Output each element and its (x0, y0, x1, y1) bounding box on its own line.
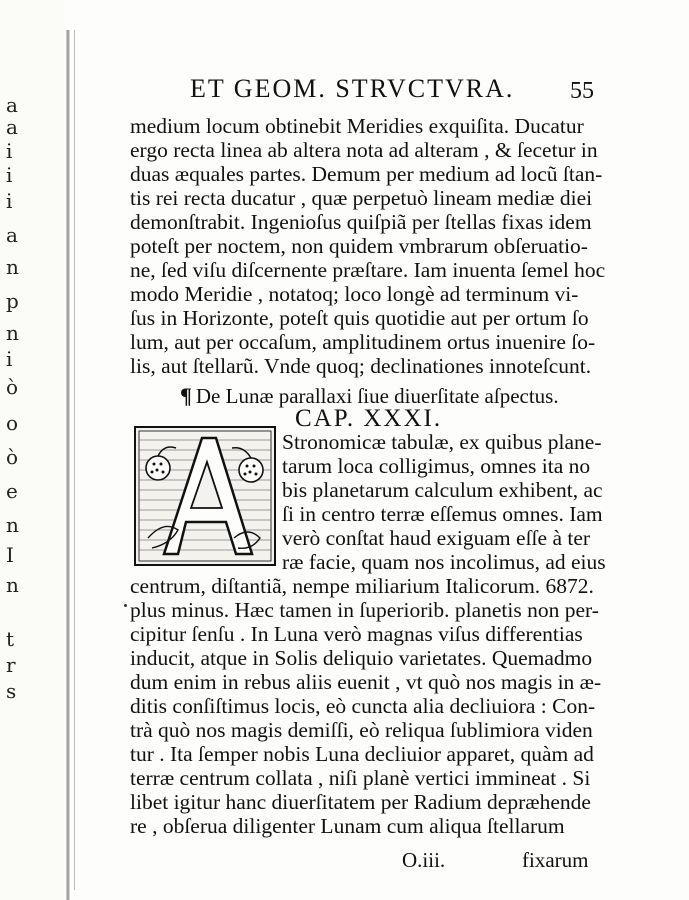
text-line: ſi in centro terræ eſſemus omnes. Iam (282, 502, 603, 526)
text-line: tur . Ita ſemper nobis Luna decliuior apparet, quàm ad (130, 742, 594, 766)
text-line: dum enim in rebus aliis euenit , vt quò nos magis in æ- (130, 670, 602, 694)
bleed-letter: i (6, 347, 13, 371)
text-line: centrum, diſtantiã, nempe miliarium Italicorum. 6872. (130, 574, 594, 598)
page-gutter-shadow (66, 30, 70, 900)
text-line: inducit, atque in Solis deliquio varietates. Quemadmo (130, 646, 593, 670)
bleed-letter: o (6, 411, 19, 435)
text-line: re , obſerua diligenter Lunam cum aliqua ſtellarum (130, 814, 565, 838)
page-number: 55 (570, 78, 594, 104)
text-line: ditis conſiſtimus locis, eò cuncta alia decliuiora : Con- (130, 694, 596, 718)
running-title: ET GEOM. STRVCTVRA. (190, 74, 515, 103)
bleed-letter: i (6, 163, 13, 187)
text-line: ſus in Horizonte, poteſt quis quotidie aut per ortum ſo (130, 306, 589, 330)
section-caption-text: De Lunæ parallaxi ſiue diuerſitate aſpectus. (195, 384, 559, 408)
page-gutter-line (74, 30, 75, 890)
text-line: poteſt per noctem, non quidem vmbrarum obſeruatio- (130, 234, 588, 258)
ink-speck (124, 604, 127, 607)
chapter-heading: CAP. XXXI. (295, 405, 443, 432)
bleed-letter: a (6, 93, 18, 117)
text-line: terræ centrum collata , niſi planè vertici immineat . Si (130, 766, 591, 790)
text-line: lum, aut per occaſum, amplitudinem ortus inuenire ſo- (130, 330, 596, 354)
text-line: modo Meridie , notatoq; loco longè ad terminum vi- (130, 282, 579, 306)
text-line: plus minus. Hæc tamen in ſuperiorib. planetis non per- (130, 598, 599, 622)
pilcrow-icon: ¶ (180, 383, 192, 408)
text-line: ne, ſed viſu diſcernente præſtare. Iam inuenta ſemel hoc (130, 258, 606, 282)
text-line: lis, aut ſtellarũ. Vnde quoq; declinationes innoteſcunt. (130, 354, 592, 378)
bleed-letter: ò (6, 445, 19, 469)
decorated-initial-letter (134, 426, 276, 566)
text-line: verò conſtat haud exiguam eſſe à ter (282, 526, 591, 550)
catchword: fixarum (522, 848, 589, 872)
bleed-letter: n (6, 513, 19, 537)
bleed-letter: n (6, 255, 19, 279)
text-line: cipitur ſenſu . In Luna verò magnas viſus differentias (130, 622, 583, 646)
bleed-letter: I (6, 543, 14, 567)
text-line: duas æquales partes. Demum per medium ad locũ ſtan- (130, 162, 603, 186)
text-line: demonſtrabit. Ingenioſus quiſpiã per ſtellas fixas idem (130, 210, 592, 234)
bleed-letter: i (6, 139, 13, 163)
text-line: bis planetarum calculum exhibent, ac (282, 478, 603, 502)
text-line: libet igitur hanc diuerſitatem per Radium depræhende (130, 790, 591, 814)
text-line: ergo recta linea ab altera nota ad alteram , & ſecetur in (130, 138, 598, 162)
printer-signature-mark: O.iii. (402, 848, 446, 872)
text-line: tarum loca colligimus, omnes ita no (282, 454, 591, 478)
bleed-letter: n (6, 321, 19, 345)
bleed-letter: p (6, 289, 19, 313)
text-line: tis rei recta ducatur , quæ perpetuò lineam mediæ diei (130, 186, 593, 210)
bleed-letter: a (6, 223, 18, 247)
bleed-letter: ò (6, 375, 19, 399)
bleed-letter: a (6, 115, 18, 139)
ornamental-initial-a-icon (134, 426, 276, 566)
bleed-letter: r (6, 653, 16, 677)
text-line: ræ facie, quam nos incolimus, ad eius (282, 550, 606, 574)
bleed-letter: e (6, 479, 18, 503)
bleed-letter: t (6, 627, 15, 651)
bleed-letter: i (6, 189, 13, 213)
bleed-letter: s (6, 679, 17, 703)
bleed-letter: n (6, 573, 19, 597)
text-line: medium locum obtinebit Meridies exquiſita. Ducatur (130, 114, 584, 138)
text-line: trà quò nos magis demiſſi, eò reliqua ſublimiora viden (130, 718, 593, 742)
text-line: Stronomicæ tabulæ, ex quibus plane- (282, 430, 602, 454)
